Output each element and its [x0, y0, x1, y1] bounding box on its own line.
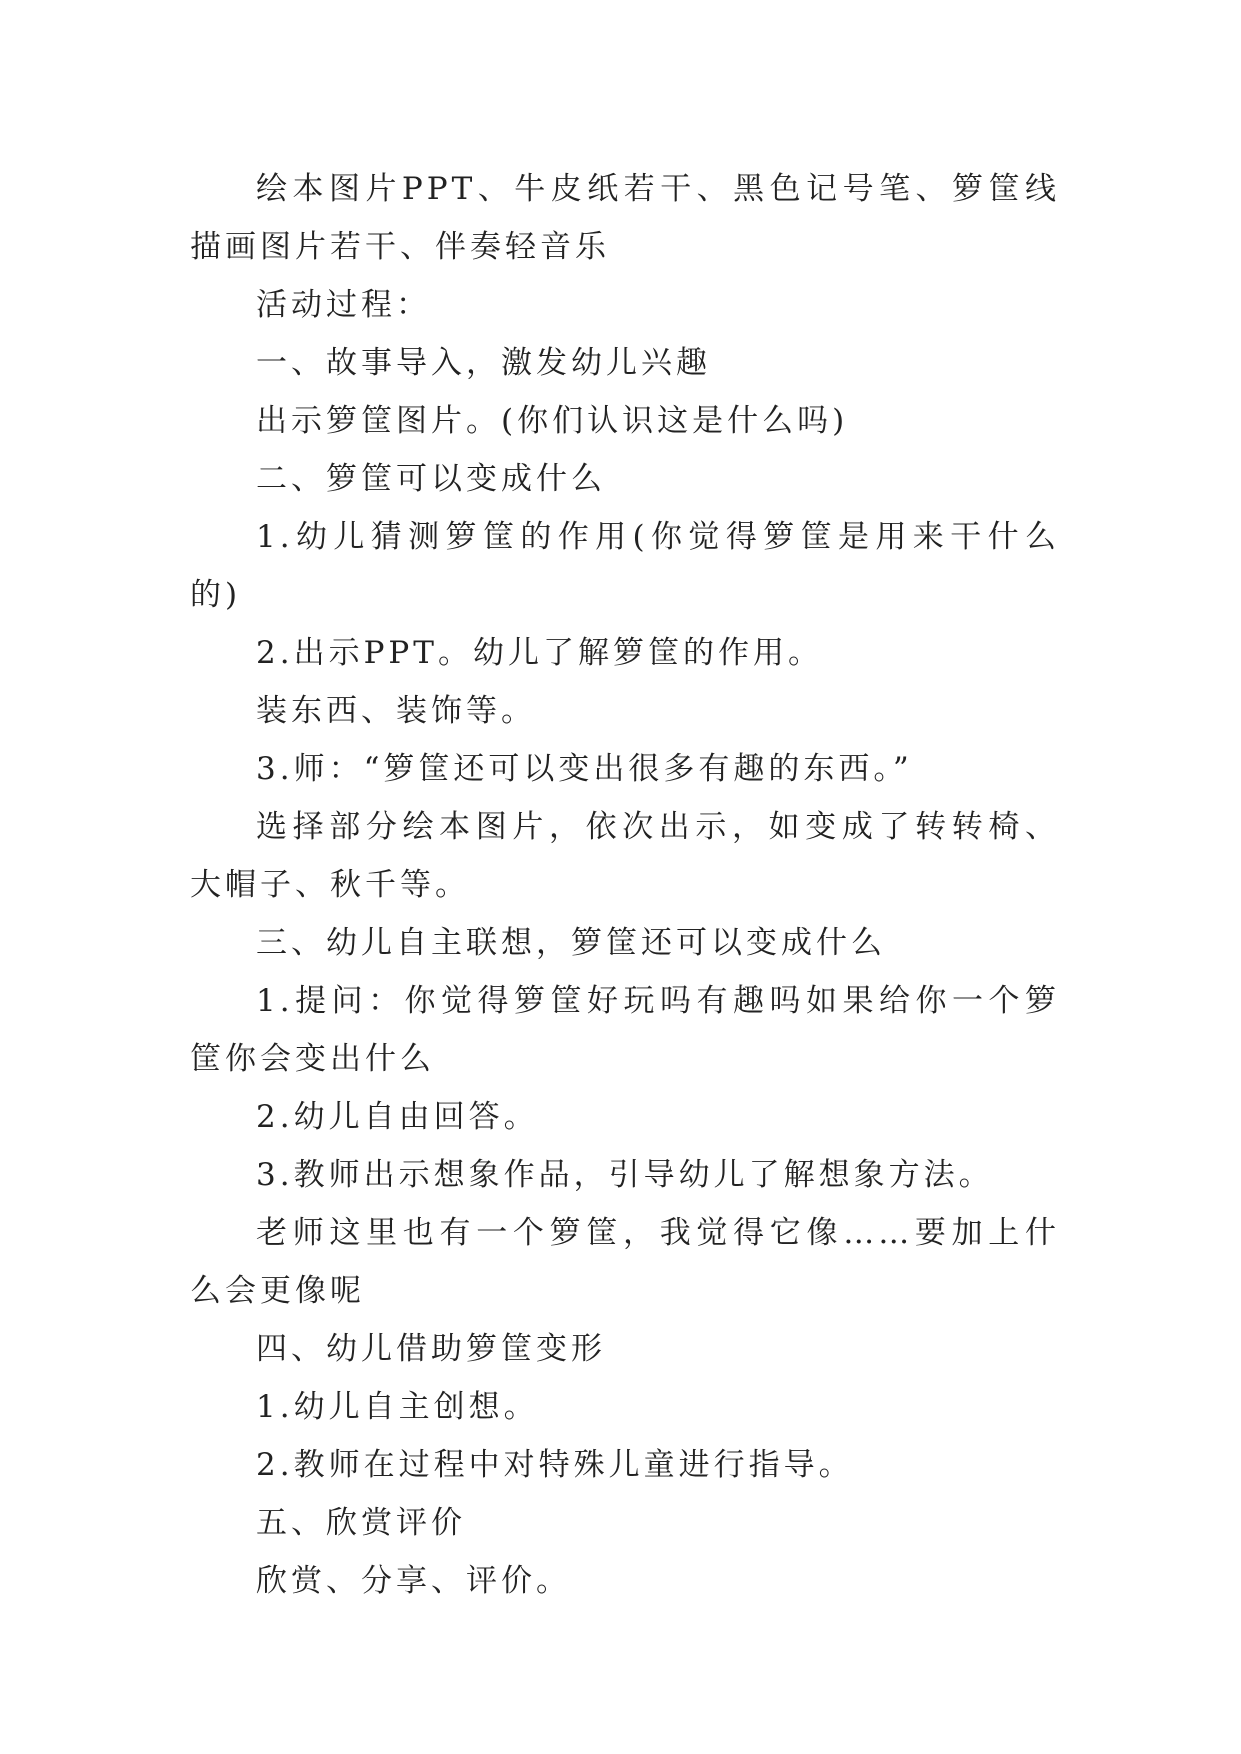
paragraph: 1.幼儿猜测箩筐的作用(你觉得箩筐是用来干什么的) — [190, 519, 1060, 613]
paragraph-section-4: 四、幼儿借助箩筐变形 — [256, 1331, 606, 1367]
paragraph: 选择部分绘本图片，依次出示，如变成了转转椅、大帽子、秋千等。 — [190, 809, 1060, 903]
paragraph-process-heading: 活动过程： — [256, 287, 431, 323]
paragraph: 1.幼儿自主创想。 — [256, 1389, 539, 1425]
paragraph: 3.师：“箩筐还可以变出很多有趣的东西。” — [256, 751, 913, 787]
paragraph-section-3: 三、幼儿自主联想，箩筐还可以变成什么 — [256, 925, 886, 961]
paragraph: 欣赏、分享、评价。 — [256, 1563, 571, 1599]
paragraph-section-2: 二、箩筐可以变成什么 — [256, 461, 606, 497]
paragraph: 2.出示PPT。幼儿了解箩筐的作用。 — [256, 635, 823, 671]
paragraph: 3.教师出示想象作品，引导幼儿了解想象方法。 — [256, 1157, 994, 1193]
paragraph: 2.幼儿自由回答。 — [256, 1099, 539, 1135]
paragraph-section-5: 五、欣赏评价 — [256, 1505, 466, 1541]
paragraph: 出示箩筐图片。(你们认识这是什么吗) — [256, 403, 849, 439]
paragraph: 老师这里也有一个箩筐，我觉得它像……要加上什么会更像呢 — [190, 1215, 1060, 1309]
document-body — [190, 160, 1060, 1610]
paragraph-section-1: 一、故事导入，激发幼儿兴趣 — [256, 345, 711, 381]
paragraph-materials: 绘本图片PPT、牛皮纸若干、黑色记号笔、箩筐线描画图片若干、伴奏轻音乐 — [190, 171, 1060, 265]
paragraph: 2.教师在过程中对特殊儿童进行指导。 — [256, 1447, 854, 1483]
paragraph: 1.提问：你觉得箩筐好玩吗有趣吗如果给你一个箩筐你会变出什么 — [190, 983, 1060, 1077]
paragraph: 装东西、装饰等。 — [256, 693, 536, 729]
